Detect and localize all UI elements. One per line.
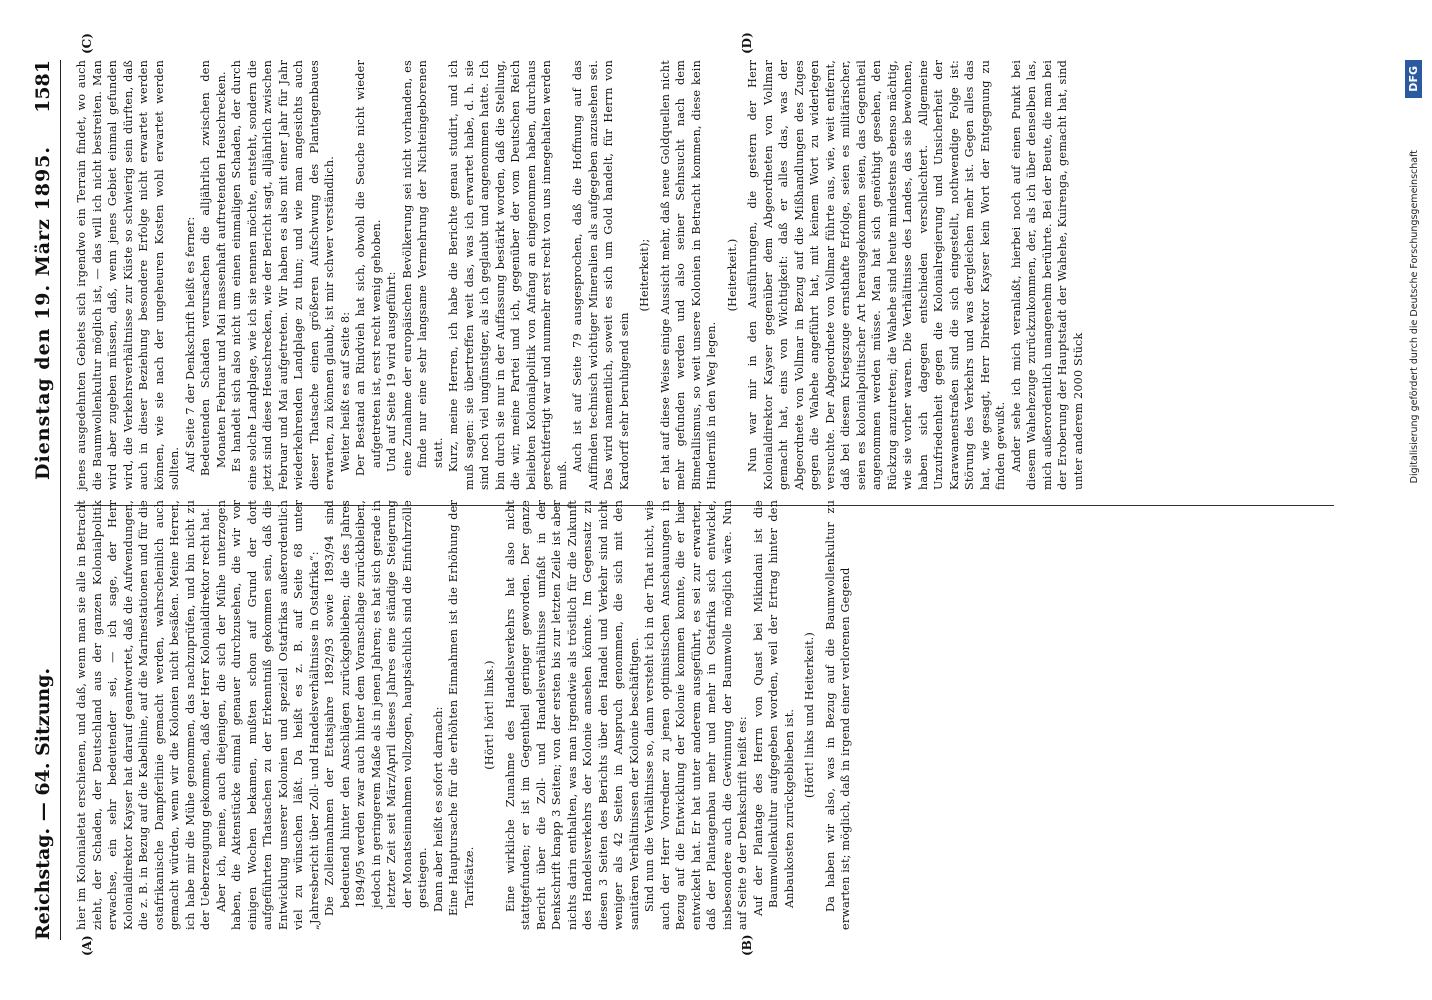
paragraph: hier im Kolonialetat erschienen, und daß, wenn man sie alle in Betracht zieht, der Schaden, der Deutschland aus der ganzen Kolonialpolitik erwachse, ein sehr bedeutender sei, — ich sage, der Herr Kolonialdirektor Kayser hat darauf geantwortet, daß die Aufwendungen, die z. B. in Bezug auf die Kabellinie, auf die Marinestationen und für die ostafrikanische Dampferlinie gemacht werden, wahrscheinlich auch gemacht würden, wenn wir die Kolonien nicht besäßen. Meine Herren, ich habe mir die Mühe genommen, das nachzuprüfen, und bin nicht zu der Ueberzeugung gekommen, daß der Herr Kolonialdirektor recht hat. bbox=[75, 500, 212, 930]
paragraph: er hat auf diese Weise einige Aussicht mehr, daß neue Goldquellen nicht mehr gefunden werden und also seiner Sehnsucht nach dem Bimetallismus, so weit unsere Kolonien in Betracht kommen, diese kein Hinderniß in den Weg legen. bbox=[658, 60, 718, 490]
margin-marker-b: (B) bbox=[740, 934, 754, 956]
column-right bbox=[74, 60, 1086, 490]
quote: Bedeutenden Schaden verursachen die alljährlich zwischen den Monaten Februar und Mai massenhaft auftretenden Heuschrecken. bbox=[199, 60, 228, 476]
paragraph: jenes ausgedehnten Gebiets sich irgendwo ein Terrain findet, wo auch die Baumwollenkultur möglich ist, — das will ich nicht bestreiten. Man wird aber zugeben müssen, daß, wenn jenes Gebiet einmal gefunden wird, die Verkehrsverhältnisse zur Küste so schwierig sein dürften, daß auch in dieser Beziehung besondere Erfolge nicht erwartet werden können, wie sie nach der ungeheuren Kosten wohl erwartet werden sollten. bbox=[75, 60, 181, 490]
quote: Auf der Plantage des Herrn von Quast bei Mikindani ist die Baumwollenkultur aufgegeben worden, weil der Ertrag hinter den Anbaukosten zurückgeblieben ist. bbox=[751, 500, 796, 916]
column-left bbox=[74, 500, 854, 930]
quote: Der Bestand an Rindvieh hat sich, obwohl die Seuche nicht wieder aufgetreten ist, erst recht wenig gehoben. bbox=[354, 60, 383, 476]
page-number: 1581 bbox=[32, 60, 54, 113]
paragraph: Kurz, meine Herren, ich habe die Berichte genau studirt, und ich muß sagen: sie übertreffen weit das, was ich erwartet habe, d. h. sie sind noch viel ungünstiger, als ich geglaubt und angenommen hatte. Ich bin durch sie nur in der Auffassung bestärkt worden, daß die Stellung, die wir, meine Partei und ich, gegenüber der vom Deutschen Reich beliebten Kolonialpolitik von Anfang an eingenommen haben, durchaus gerechtfertigt war und nunmehr erst recht von uns innegehalten werden muß. bbox=[447, 60, 569, 490]
paragraph: Und auf Seite 19 wird ausgeführt: bbox=[385, 271, 398, 472]
interjection: (Hört! hört! links.) bbox=[483, 660, 496, 770]
quote: Eine Hauptursache für die erhöhten Einnahmen ist die Erhöhung der Tarifsätze. bbox=[447, 500, 476, 916]
margin-marker-c: (C) bbox=[80, 33, 94, 54]
paragraph: Nun war mir in den Ausführungen, die gestern der Herr Kolonialdirektor Kayser gegenüber dem Abgeordneten von Vollmar gemacht hat, eins von Wichtigkeit: daß er alles das, was der Abgeordnete von Vollmar in Bezug auf die Mißhandlungen des Zuges gegen die Wahehe angeführt hat, mit keinem Wort zu widerlegen versuchte. Der Abgeordnete von Vollmar führte aus, wie, weit entfernt, daß bei diesem Kriegszuge ernsthafte Erfolge, seien es militärischer, seien es kolonialpolitischer Art herausgekommen seien, das Gegentheil angenommen werden müsse. Man hat sich genöthigt gesehen, den Rückzug anzutreten; die Wahehe sind heute mindestens ebenso mächtig, wie sie vorher waren. Die Verhältnisse des Landes, das sie bewohnen, haben sich dagegen entschieden verschlechtert. Allgemeine Unzufriedenheit gegen die Kolonialregierung und Unsicherheit der Karawanenstraßen sind die sich eingestellt, nothwendige Folge ist: Störung des Verkehrs und was dergleichen mehr ist. Gegen alles das hat, wie gesagt, Herr Direktor Kayser kein Wort der Entgegnung zu finden gewußt. bbox=[746, 60, 1007, 490]
paragraph: Sind nun die Verhältnisse so, dann versteht ich in der That nicht, wie auch der Herr Vorredner zu jenen optimistischen Anschauungen in Bezug auf die Entwicklung der Kolonie kommen konnte, die er hier entwickelt hat. Er hat unter anderem ausgeführt, es sei zur erwarten, daß der Plantagenbau mehr und mehr in Ostafrika sich entwickle, insbesondere auch die Gewinnung der Baumwolle möglich wäre. Nun auf Seite 9 der Denkschrift heißt es: bbox=[643, 500, 749, 930]
dfg-logo: DFG bbox=[1405, 60, 1422, 98]
paragraph: Da haben wir also, was in Bezug auf die Baumwollenkultur zu erwarten ist; möglich, daß in irgend einer verlorenen Gegend bbox=[823, 500, 852, 930]
interjection: (Heiterkeit); bbox=[638, 238, 651, 312]
margin-marker-a: (A) bbox=[80, 935, 94, 956]
paragraph: Aber ich, meine, auch diejenigen, die sich der Mühe unterzogen haben, die Aktenstücke einmal genauer durchzusehen, die wir vor einigen Wochen bekamen, mußten schon auf Grund der dort aufgeführten Thatsachen zu der Erkenntniß gekommen sein, daß die Entwicklung unserer Kolonien und speziell Ostafrikas außerordentlich viel zu wünschen läßt. Da heißt es z. B. auf Seite 68 unter „Jahresbericht über Zoll- und Handelsverhältnisse in Ostafrika“: bbox=[214, 500, 321, 930]
paragraph: Dann aber heißt es sofort darnach: bbox=[431, 706, 445, 912]
paragraph: Es handelt sich also nicht um einen einmaligen Schaden, der durch eine solche Landplage, wie ich sie nennen möchte, entsteht, sondern die jetzt sind diese Heuschrecken, wie der Bericht sagt, alljährlich zwischen Februar und Mai aufgetreten. Wir haben es also mit einer Jahr für Jahr wiederkehrenden Landplage zu thun; und wie man angesichts auch dieser Thatsache einen größeren Aufschwung des Plantagenbaues erwarten, zu können glaubt, ist mir schwer verständlich. bbox=[230, 60, 336, 490]
paragraph: Ander sehe ich mich veranlaßt, hierbei noch auf einen Punkt bei diesem Wahehezuge zurückzukommen, der, als ich über denselben las, mich außerordentlich unangenehm berührte. Bei der Beute, die man bei der Eroberung der Hauptstadt der Wahehe, Kuirenga, gemacht hat, sind unter anderem 2000 Stück bbox=[1009, 60, 1085, 490]
margin-marker-d: (D) bbox=[740, 32, 754, 54]
quote: Die Zolleinnahmen der Etatsjahre 1892/93 sowie 1893/94 sind bedeutend hinter den Anschlägen zurückgeblieben; die des Jahres 1894/95 werden zwar auch hinter dem Voranschlage zurückbleiben, jedoch in geringerem Maße als in jenen Jahren; es hat sich gerade in letzter Zeit seit März/April dieses Jahres eine ständige Steigerung der Monatseinnahmen vollzogen, hauptsächlich sind die Einfuhrzölle gestiegen. bbox=[323, 500, 429, 916]
page-header bbox=[26, 60, 61, 940]
paragraph: Auf Seite 7 der Denkschrift heißt es ferner: bbox=[183, 216, 197, 472]
interjection: (Heiterkeit.) bbox=[725, 238, 739, 312]
quote: eine Zunahme der europäischen Bevölkerung sei nicht vorhanden, es finde nur eine sehr langsame Vermehrung der Nichteingeborenen statt. bbox=[400, 60, 445, 476]
page-footer bbox=[1392, 60, 1422, 940]
header-date: Dienstag den 19. März 1895. bbox=[32, 145, 54, 480]
paragraph: Eine wirkliche Zunahme des Handelsverkehrs hat also nicht stattgefunden; er ist im Gegentheil geringer geworden. Der ganze Bericht über die Zoll- und Handelsverhältnisse umfaßt in der Denkschrift knapp 3 Seiten; von der ersten bis zur letzten Zeile ist aber nichts darin enthalten, was man irgendwie als tröstlich für die Zukunft des Handelsverkehrs der Kolonie ansehen könnte. Im Gegensatz zu diesen 3 Seiten des Berichts über den Handel und Verkehr sind nicht weniger als 42 Seiten in Anspruch genommen, die sich mit den sanitären Verhältnissen der Kolonie beschäftigen. bbox=[503, 500, 641, 930]
interjection: (Hört! links und Heiterkeit.) bbox=[803, 632, 816, 798]
paragraph: Weiter heißt es auf Seite 8: bbox=[338, 311, 352, 472]
header-left: Reichstag. — 64. Sitzung. bbox=[32, 667, 54, 940]
digitization-note: Digitalisierung gefördert durch die Deutsche Forschungsgemeinschaft bbox=[1409, 150, 1420, 484]
paragraph: Auch ist auf Seite 79 ausgesprochen, daß die Hoffnung auf das Auffinden technisch wichtiger Mineralien als aufgegeben anzusehen sei. Das wird namentlich, soweit es sich um Gold handelt, für Herrn von Kardorff sehr beruhigend sein bbox=[571, 60, 631, 490]
